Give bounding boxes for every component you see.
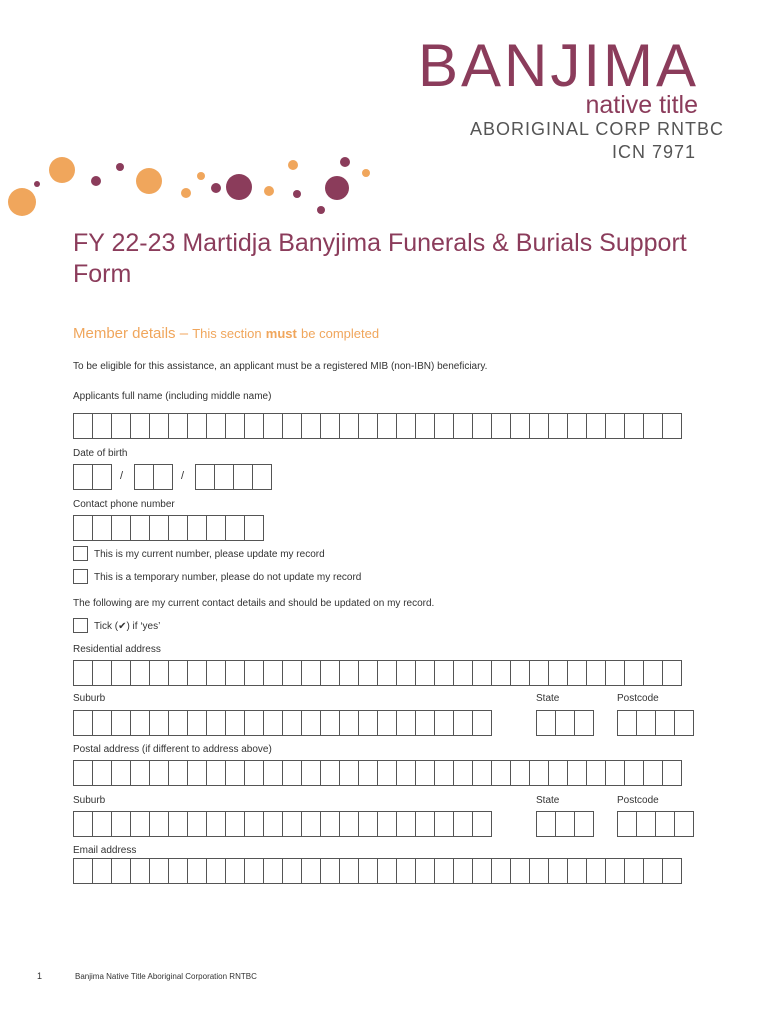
char-box[interactable] — [567, 660, 587, 686]
form-title: FY 22-23 Martidja Banyjima Funerals & Burials Support Form — [73, 229, 687, 288]
char-box[interactable] — [92, 515, 112, 541]
char-box[interactable] — [130, 660, 150, 686]
section-sub-suffix: be completed — [301, 326, 380, 341]
char-box[interactable] — [301, 413, 321, 439]
section-sub-prefix: This section — [192, 326, 262, 341]
char-box[interactable] — [225, 413, 245, 439]
char-box[interactable] — [92, 413, 112, 439]
char-box[interactable] — [472, 760, 492, 786]
residential-address-label: Residential address — [73, 644, 161, 655]
char-box[interactable] — [92, 710, 112, 736]
char-box[interactable] — [92, 858, 112, 884]
char-box[interactable] — [168, 515, 188, 541]
char-box[interactable] — [472, 811, 492, 837]
char-box[interactable] — [282, 660, 302, 686]
char-box[interactable] — [415, 413, 435, 439]
char-box[interactable] — [586, 413, 606, 439]
footer-org: Banjima Native Title Aboriginal Corporation RNTBC — [75, 972, 257, 981]
char-box[interactable] — [636, 811, 656, 837]
char-box[interactable] — [586, 760, 606, 786]
char-box[interactable] — [149, 858, 169, 884]
char-box[interactable] — [111, 413, 131, 439]
char-box[interactable] — [586, 660, 606, 686]
char-box[interactable] — [244, 660, 264, 686]
char-box[interactable] — [130, 858, 150, 884]
char-box[interactable] — [415, 660, 435, 686]
char-box[interactable] — [624, 760, 644, 786]
char-box[interactable] — [301, 858, 321, 884]
char-box[interactable] — [358, 660, 378, 686]
char-box[interactable] — [567, 760, 587, 786]
char-box[interactable] — [168, 660, 188, 686]
char-box[interactable] — [377, 710, 397, 736]
char-box[interactable] — [453, 413, 473, 439]
char-box[interactable] — [73, 413, 93, 439]
temporary-number-label: This is a temporary number, please do not update my record — [94, 572, 362, 583]
char-box[interactable] — [244, 811, 264, 837]
char-box[interactable] — [548, 858, 568, 884]
char-box[interactable] — [206, 760, 226, 786]
dob-month-field[interactable] — [134, 464, 172, 490]
char-box[interactable] — [548, 413, 568, 439]
char-box[interactable] — [655, 710, 675, 736]
char-box[interactable] — [233, 464, 253, 490]
char-box[interactable] — [206, 710, 226, 736]
char-box[interactable] — [73, 660, 93, 686]
char-box[interactable] — [187, 858, 207, 884]
postal-postcode-field[interactable] — [617, 811, 693, 837]
char-box[interactable] — [225, 811, 245, 837]
char-box[interactable] — [130, 515, 150, 541]
char-box[interactable] — [263, 760, 283, 786]
char-box[interactable] — [282, 811, 302, 837]
char-box[interactable] — [187, 660, 207, 686]
char-box[interactable] — [567, 858, 587, 884]
char-box[interactable] — [396, 413, 416, 439]
char-box[interactable] — [111, 710, 131, 736]
char-box[interactable] — [605, 413, 625, 439]
dob-day-field[interactable] — [73, 464, 111, 490]
postal-state-label: State — [536, 795, 560, 806]
decorative-dots — [0, 150, 400, 222]
char-box[interactable] — [453, 660, 473, 686]
char-box[interactable] — [510, 660, 530, 686]
char-box[interactable] — [434, 760, 454, 786]
char-box[interactable] — [320, 811, 340, 837]
char-box[interactable] — [655, 811, 675, 837]
char-box[interactable] — [149, 413, 169, 439]
char-box[interactable] — [434, 710, 454, 736]
char-box[interactable] — [73, 710, 93, 736]
char-box[interactable] — [187, 515, 207, 541]
char-box[interactable] — [195, 464, 215, 490]
char-box[interactable] — [624, 660, 644, 686]
char-box[interactable] — [111, 515, 131, 541]
char-box[interactable] — [92, 660, 112, 686]
residential-address-field[interactable] — [73, 660, 681, 686]
char-box[interactable] — [472, 710, 492, 736]
dob-separator-1: / — [120, 470, 124, 482]
char-box[interactable] — [111, 660, 131, 686]
email-field[interactable] — [73, 858, 681, 884]
logo-wordmark: BANJIMA — [417, 32, 699, 99]
char-box[interactable] — [396, 710, 416, 736]
current-number-label: This is my current number, please update my record — [94, 549, 325, 560]
char-box[interactable] — [149, 710, 169, 736]
char-box[interactable] — [358, 710, 378, 736]
char-box[interactable] — [320, 660, 340, 686]
contact-details-note: The following are my current contact details and should be updated on my record. — [73, 598, 435, 609]
char-box[interactable] — [168, 858, 188, 884]
char-box[interactable] — [130, 760, 150, 786]
postal-address-label: Postal address (if different to address above) — [73, 744, 272, 755]
char-box[interactable] — [510, 760, 530, 786]
full-name-label: Applicants full name (including middle name) — [73, 391, 272, 402]
char-box[interactable] — [92, 811, 112, 837]
char-box[interactable] — [491, 760, 511, 786]
char-box[interactable] — [320, 858, 340, 884]
tick-label: Tick (✔) if ‘yes’ — [94, 621, 161, 632]
char-box[interactable] — [529, 760, 549, 786]
char-box[interactable] — [187, 760, 207, 786]
char-box[interactable] — [339, 858, 359, 884]
char-box[interactable] — [434, 660, 454, 686]
char-box[interactable] — [206, 413, 226, 439]
char-box[interactable] — [252, 464, 272, 490]
char-box[interactable] — [301, 710, 321, 736]
char-box[interactable] — [472, 858, 492, 884]
char-box[interactable] — [636, 710, 656, 736]
postal-state-field[interactable] — [536, 811, 593, 837]
state-label: State — [536, 693, 560, 704]
char-box[interactable] — [301, 760, 321, 786]
char-box[interactable] — [377, 760, 397, 786]
full-name-field[interactable] — [73, 413, 681, 439]
char-box[interactable] — [434, 858, 454, 884]
char-box[interactable] — [434, 811, 454, 837]
email-label: Email address — [73, 845, 137, 856]
char-box[interactable] — [605, 858, 625, 884]
temporary-number-checkbox[interactable] — [73, 569, 88, 584]
char-box[interactable] — [643, 760, 663, 786]
char-box[interactable] — [206, 515, 226, 541]
char-box[interactable] — [662, 413, 682, 439]
char-box[interactable] — [206, 811, 226, 837]
char-box[interactable] — [225, 858, 245, 884]
section-heading — [73, 325, 379, 342]
char-box[interactable] — [263, 660, 283, 686]
char-box[interactable] — [73, 464, 93, 490]
dob-year-field[interactable] — [195, 464, 271, 490]
char-box[interactable] — [244, 413, 264, 439]
postcode-label: Postcode — [617, 693, 659, 704]
char-box[interactable] — [320, 413, 340, 439]
char-box[interactable] — [536, 811, 556, 837]
char-box[interactable] — [130, 413, 150, 439]
char-box[interactable] — [396, 858, 416, 884]
char-box[interactable] — [339, 660, 359, 686]
char-box[interactable] — [662, 660, 682, 686]
char-box[interactable] — [149, 760, 169, 786]
char-box[interactable] — [225, 660, 245, 686]
char-box[interactable] — [153, 464, 173, 490]
char-box[interactable] — [617, 710, 637, 736]
char-box[interactable] — [453, 760, 473, 786]
char-box[interactable] — [662, 760, 682, 786]
char-box[interactable] — [263, 710, 283, 736]
char-box[interactable] — [187, 811, 207, 837]
char-box[interactable] — [206, 858, 226, 884]
suburb-field[interactable] — [73, 710, 491, 736]
update-details-checkbox[interactable] — [73, 618, 88, 633]
eligibility-text: To be eligible for this assistance, an applicant must be a registered MIB (non-IBN) beneficiary. — [73, 361, 488, 372]
postcode-field[interactable] — [617, 710, 693, 736]
char-box[interactable] — [510, 413, 530, 439]
char-box[interactable] — [73, 811, 93, 837]
char-box[interactable] — [453, 710, 473, 736]
char-box[interactable] — [491, 858, 511, 884]
char-box[interactable] — [149, 515, 169, 541]
char-box[interactable] — [320, 710, 340, 736]
char-box[interactable] — [244, 760, 264, 786]
postal-address-field[interactable] — [73, 760, 681, 786]
char-box[interactable] — [396, 660, 416, 686]
char-box[interactable] — [282, 760, 302, 786]
char-box[interactable] — [187, 710, 207, 736]
char-box[interactable] — [434, 413, 454, 439]
char-box[interactable] — [555, 811, 575, 837]
char-box[interactable] — [358, 760, 378, 786]
char-box[interactable] — [73, 515, 93, 541]
char-box[interactable] — [624, 413, 644, 439]
char-box[interactable] — [130, 811, 150, 837]
char-box[interactable] — [206, 660, 226, 686]
char-box[interactable] — [168, 811, 188, 837]
char-box[interactable] — [674, 811, 694, 837]
char-box[interactable] — [149, 660, 169, 686]
postal-suburb-label: Suburb — [73, 795, 106, 806]
char-box[interactable] — [358, 858, 378, 884]
char-box[interactable] — [548, 660, 568, 686]
char-box[interactable] — [358, 413, 378, 439]
char-box[interactable] — [453, 811, 473, 837]
char-box[interactable] — [244, 515, 264, 541]
char-box[interactable] — [574, 811, 594, 837]
char-box[interactable] — [282, 710, 302, 736]
char-box[interactable] — [244, 710, 264, 736]
phone-label: Contact phone number — [73, 499, 175, 510]
char-box[interactable] — [339, 811, 359, 837]
char-box[interactable] — [536, 710, 556, 736]
char-box[interactable] — [617, 811, 637, 837]
char-box[interactable] — [491, 660, 511, 686]
char-box[interactable] — [225, 515, 245, 541]
char-box[interactable] — [168, 760, 188, 786]
char-box[interactable] — [92, 760, 112, 786]
char-box[interactable] — [529, 660, 549, 686]
char-box[interactable] — [134, 464, 154, 490]
char-box[interactable] — [586, 858, 606, 884]
char-box[interactable] — [396, 760, 416, 786]
state-field[interactable] — [536, 710, 593, 736]
char-box[interactable] — [263, 858, 283, 884]
char-box[interactable] — [643, 660, 663, 686]
char-box[interactable] — [73, 858, 93, 884]
char-box[interactable] — [320, 760, 340, 786]
char-box[interactable] — [567, 413, 587, 439]
char-box[interactable] — [168, 413, 188, 439]
logo-corp: ABORIGINAL CORP RNTBC — [470, 119, 725, 139]
char-box[interactable] — [555, 710, 575, 736]
char-box[interactable] — [643, 413, 663, 439]
char-box[interactable] — [529, 858, 549, 884]
char-box[interactable] — [111, 811, 131, 837]
char-box[interactable] — [491, 413, 511, 439]
char-box[interactable] — [377, 811, 397, 837]
suburb-label: Suburb — [73, 693, 106, 704]
char-box[interactable] — [301, 811, 321, 837]
char-box[interactable] — [643, 858, 663, 884]
current-number-checkbox[interactable] — [73, 546, 88, 561]
char-box[interactable] — [377, 413, 397, 439]
postal-postcode-label: Postcode — [617, 795, 659, 806]
page-number: 1 — [37, 971, 43, 981]
char-box[interactable] — [377, 858, 397, 884]
phone-field[interactable] — [73, 515, 263, 541]
char-box[interactable] — [92, 464, 112, 490]
char-box[interactable] — [149, 811, 169, 837]
char-box[interactable] — [130, 710, 150, 736]
postal-suburb-field[interactable] — [73, 811, 491, 837]
char-box[interactable] — [187, 413, 207, 439]
char-box[interactable] — [662, 858, 682, 884]
char-box[interactable] — [377, 660, 397, 686]
char-box[interactable] — [244, 858, 264, 884]
char-box[interactable] — [674, 710, 694, 736]
char-box[interactable] — [111, 760, 131, 786]
char-box[interactable] — [510, 858, 530, 884]
char-box[interactable] — [111, 858, 131, 884]
logo-tagline: native title — [585, 91, 698, 119]
char-box[interactable] — [396, 811, 416, 837]
char-box[interactable] — [225, 710, 245, 736]
char-box[interactable] — [472, 660, 492, 686]
char-box[interactable] — [472, 413, 492, 439]
char-box[interactable] — [282, 858, 302, 884]
char-box[interactable] — [358, 811, 378, 837]
char-box[interactable] — [339, 413, 359, 439]
char-box[interactable] — [225, 760, 245, 786]
char-box[interactable] — [339, 710, 359, 736]
char-box[interactable] — [415, 811, 435, 837]
char-box[interactable] — [73, 760, 93, 786]
char-box[interactable] — [453, 858, 473, 884]
dob-label: Date of birth — [73, 448, 128, 459]
char-box[interactable] — [415, 760, 435, 786]
char-box[interactable] — [548, 760, 568, 786]
char-box[interactable] — [605, 760, 625, 786]
section-sub-must: must — [265, 326, 297, 341]
char-box[interactable] — [605, 660, 625, 686]
char-box[interactable] — [263, 811, 283, 837]
char-box[interactable] — [339, 760, 359, 786]
char-box[interactable] — [574, 710, 594, 736]
section-heading-label: Member details – — [73, 325, 189, 342]
char-box[interactable] — [168, 710, 188, 736]
char-box[interactable] — [282, 413, 302, 439]
dob-separator-2: / — [181, 470, 185, 482]
char-box[interactable] — [301, 660, 321, 686]
char-box[interactable] — [214, 464, 234, 490]
char-box[interactable] — [415, 858, 435, 884]
char-box[interactable] — [624, 858, 644, 884]
logo-icn: ICN 7971 — [611, 142, 696, 162]
char-box[interactable] — [263, 413, 283, 439]
char-box[interactable] — [529, 413, 549, 439]
char-box[interactable] — [415, 710, 435, 736]
